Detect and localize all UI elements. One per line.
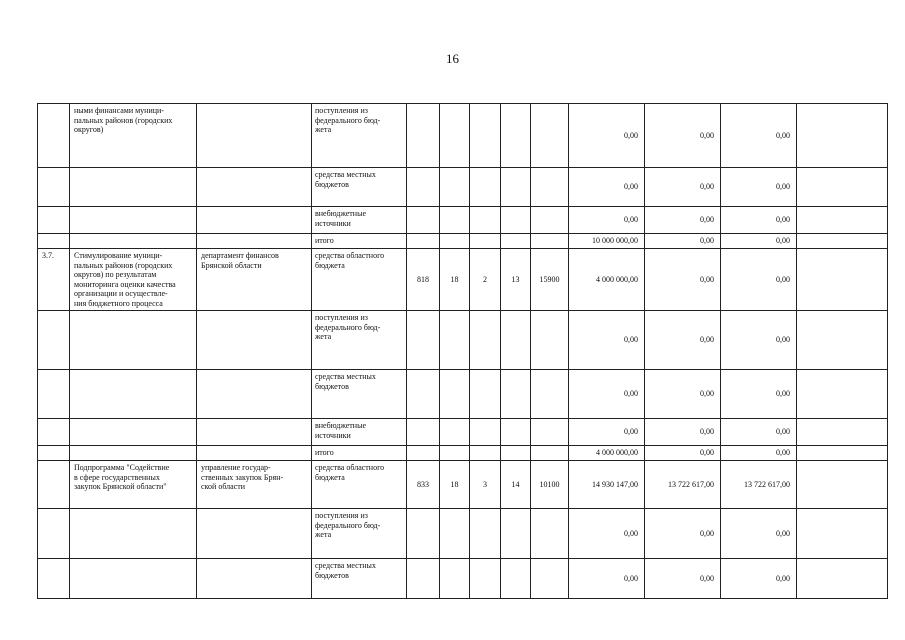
cell-amount-year1: 14 930 147,00 (569, 461, 645, 509)
cell-code-gp (440, 419, 470, 446)
cell-funding-source: внебюджетные источники (312, 207, 407, 234)
cell-code-direction (531, 207, 569, 234)
cell-amount-year2: 0,00 (645, 168, 721, 207)
cell-code-pp: 2 (470, 249, 501, 311)
cell-amount-year1: 0,00 (569, 419, 645, 446)
cell-result (797, 249, 888, 311)
cell-code-pp: 3 (470, 461, 501, 509)
cell-amount-year2: 0,00 (645, 249, 721, 311)
cell-code-pp (470, 234, 501, 249)
cell-event-name: ными финансами муници- пальных районов (городских округов) (70, 104, 197, 168)
cell-amount-year1: 0,00 (569, 370, 645, 419)
cell-executor (197, 419, 312, 446)
cell-amount-year2: 13 722 617,00 (645, 461, 721, 509)
cell-code-direction (531, 559, 569, 599)
cell-amount-year2: 0,00 (645, 311, 721, 370)
cell-code-direction (531, 311, 569, 370)
cell-code-pp (470, 168, 501, 207)
cell-amount-year3: 0,00 (721, 104, 797, 168)
cell-code-grbs (407, 234, 440, 249)
cell-code-grbs (407, 419, 440, 446)
cell-executor (197, 311, 312, 370)
cell-amount-year2: 0,00 (645, 370, 721, 419)
cell-row-number (38, 168, 70, 207)
cell-code-grbs (407, 168, 440, 207)
cell-event-name (70, 207, 197, 234)
cell-code-om (501, 207, 531, 234)
cell-code-gp (440, 509, 470, 559)
cell-result (797, 461, 888, 509)
table-row (38, 419, 888, 446)
cell-code-om (501, 559, 531, 599)
cell-code-direction (531, 234, 569, 249)
cell-code-om (501, 168, 531, 207)
table-row (38, 168, 888, 207)
cell-event-name (70, 370, 197, 419)
cell-executor: управление государ- ственных закупок Брян- ской области (197, 461, 312, 509)
cell-amount-year1: 10 000 000,00 (569, 234, 645, 249)
cell-executor: департамент финансов Брянской области (197, 249, 312, 311)
cell-event-name (70, 311, 197, 370)
cell-code-om (501, 370, 531, 419)
cell-result (797, 234, 888, 249)
cell-code-gp (440, 559, 470, 599)
cell-code-grbs (407, 559, 440, 599)
cell-amount-year1: 0,00 (569, 509, 645, 559)
cell-amount-year1: 0,00 (569, 559, 645, 599)
cell-funding-source: поступления из федерального бюд- жета (312, 104, 407, 168)
cell-amount-year3: 13 722 617,00 (721, 461, 797, 509)
cell-code-gp: 18 (440, 461, 470, 509)
cell-code-grbs: 818 (407, 249, 440, 311)
cell-result (797, 311, 888, 370)
cell-code-grbs (407, 446, 440, 461)
cell-executor (197, 559, 312, 599)
cell-code-pp (470, 446, 501, 461)
cell-result (797, 104, 888, 168)
cell-code-grbs (407, 509, 440, 559)
cell-event-name (70, 446, 197, 461)
cell-amount-year3: 0,00 (721, 234, 797, 249)
cell-result (797, 559, 888, 599)
cell-code-gp (440, 168, 470, 207)
cell-result (797, 168, 888, 207)
cell-funding-source: поступления из федерального бюд- жета (312, 311, 407, 370)
cell-code-gp (440, 207, 470, 234)
cell-executor (197, 207, 312, 234)
cell-amount-year1: 0,00 (569, 207, 645, 234)
cell-code-om: 13 (501, 249, 531, 311)
table-row (38, 509, 888, 559)
cell-amount-year2: 0,00 (645, 104, 721, 168)
cell-code-gp (440, 104, 470, 168)
cell-code-pp (470, 419, 501, 446)
cell-funding-source: итого (312, 446, 407, 461)
cell-code-grbs (407, 370, 440, 419)
cell-code-gp (440, 370, 470, 419)
cell-code-direction: 10100 (531, 461, 569, 509)
cell-row-number (38, 370, 70, 419)
cell-code-pp (470, 207, 501, 234)
cell-amount-year2: 0,00 (645, 234, 721, 249)
cell-row-number (38, 234, 70, 249)
cell-amount-year3: 0,00 (721, 446, 797, 461)
cell-result (797, 419, 888, 446)
cell-funding-source: поступления из федерального бюд- жета (312, 509, 407, 559)
cell-funding-source: внебюджетные источники (312, 419, 407, 446)
cell-amount-year3: 0,00 (721, 370, 797, 419)
cell-funding-source: итого (312, 234, 407, 249)
cell-code-om (501, 311, 531, 370)
cell-code-direction (531, 419, 569, 446)
table-row (38, 446, 888, 461)
cell-code-gp (440, 311, 470, 370)
cell-executor (197, 104, 312, 168)
cell-event-name (70, 168, 197, 207)
cell-event-name (70, 509, 197, 559)
cell-code-om (501, 104, 531, 168)
cell-executor (197, 234, 312, 249)
cell-code-gp (440, 446, 470, 461)
cell-result (797, 207, 888, 234)
cell-amount-year1: 4 000 000,00 (569, 249, 645, 311)
cell-amount-year1: 0,00 (569, 104, 645, 168)
cell-row-number (38, 311, 70, 370)
cell-executor (197, 370, 312, 419)
cell-amount-year1: 0,00 (569, 168, 645, 207)
table-row (38, 249, 888, 311)
cell-row-number (38, 446, 70, 461)
cell-code-direction (531, 104, 569, 168)
cell-amount-year3: 0,00 (721, 509, 797, 559)
cell-code-pp (470, 509, 501, 559)
cell-code-pp (470, 311, 501, 370)
cell-code-direction: 15900 (531, 249, 569, 311)
cell-amount-year3: 0,00 (721, 207, 797, 234)
cell-amount-year3: 0,00 (721, 419, 797, 446)
cell-executor (197, 446, 312, 461)
table-row (38, 234, 888, 249)
cell-result (797, 370, 888, 419)
cell-event-name (70, 419, 197, 446)
table-row (38, 311, 888, 370)
cell-code-pp (470, 104, 501, 168)
cell-amount-year2: 0,00 (645, 446, 721, 461)
cell-result (797, 446, 888, 461)
cell-funding-source: средства областного бюджета (312, 249, 407, 311)
cell-funding-source: средства местных бюджетов (312, 370, 407, 419)
cell-row-number (38, 509, 70, 559)
cell-code-pp (470, 370, 501, 419)
cell-code-om (501, 234, 531, 249)
cell-funding-source: средства местных бюджетов (312, 559, 407, 599)
budget-table (37, 103, 888, 599)
cell-amount-year3: 0,00 (721, 311, 797, 370)
cell-result (797, 509, 888, 559)
cell-code-direction (531, 370, 569, 419)
cell-code-om: 14 (501, 461, 531, 509)
cell-amount-year2: 0,00 (645, 509, 721, 559)
cell-row-number: 3.7. (38, 249, 70, 311)
cell-code-om (501, 446, 531, 461)
cell-code-grbs: 833 (407, 461, 440, 509)
cell-amount-year3: 0,00 (721, 168, 797, 207)
table-row (38, 104, 888, 168)
cell-code-direction (531, 509, 569, 559)
cell-amount-year2: 0,00 (645, 207, 721, 234)
table-row (38, 559, 888, 599)
cell-code-grbs (407, 104, 440, 168)
cell-row-number (38, 419, 70, 446)
cell-amount-year3: 0,00 (721, 559, 797, 599)
cell-row-number (38, 207, 70, 234)
table-row (38, 370, 888, 419)
cell-amount-year2: 0,00 (645, 559, 721, 599)
cell-amount-year3: 0,00 (721, 249, 797, 311)
cell-code-direction (531, 446, 569, 461)
cell-code-om (501, 509, 531, 559)
cell-code-grbs (407, 311, 440, 370)
cell-funding-source: средства областного бюджета (312, 461, 407, 509)
cell-code-gp: 18 (440, 249, 470, 311)
cell-funding-source: средства местных бюджетов (312, 168, 407, 207)
cell-event-name (70, 559, 197, 599)
cell-code-om (501, 419, 531, 446)
cell-event-name: Стимулирование муници- пальных районов (городских округов) по результатам мониторинга оценки качества организации и осуществле- ния бюджетного процесса (70, 249, 197, 311)
cell-amount-year1: 0,00 (569, 311, 645, 370)
cell-executor (197, 509, 312, 559)
cell-row-number (38, 559, 70, 599)
cell-event-name (70, 234, 197, 249)
cell-code-pp (470, 559, 501, 599)
cell-event-name: Подпрограмма "Содействие в сфере государственных закупок Брянской области" (70, 461, 197, 509)
cell-amount-year1: 4 000 000,00 (569, 446, 645, 461)
page-number: 16 (446, 51, 459, 66)
cell-code-gp (440, 234, 470, 249)
cell-row-number (38, 461, 70, 509)
cell-executor (197, 168, 312, 207)
cell-code-direction (531, 168, 569, 207)
cell-row-number (38, 104, 70, 168)
table-row (38, 461, 888, 509)
cell-code-grbs (407, 207, 440, 234)
cell-amount-year2: 0,00 (645, 419, 721, 446)
table-row (38, 207, 888, 234)
